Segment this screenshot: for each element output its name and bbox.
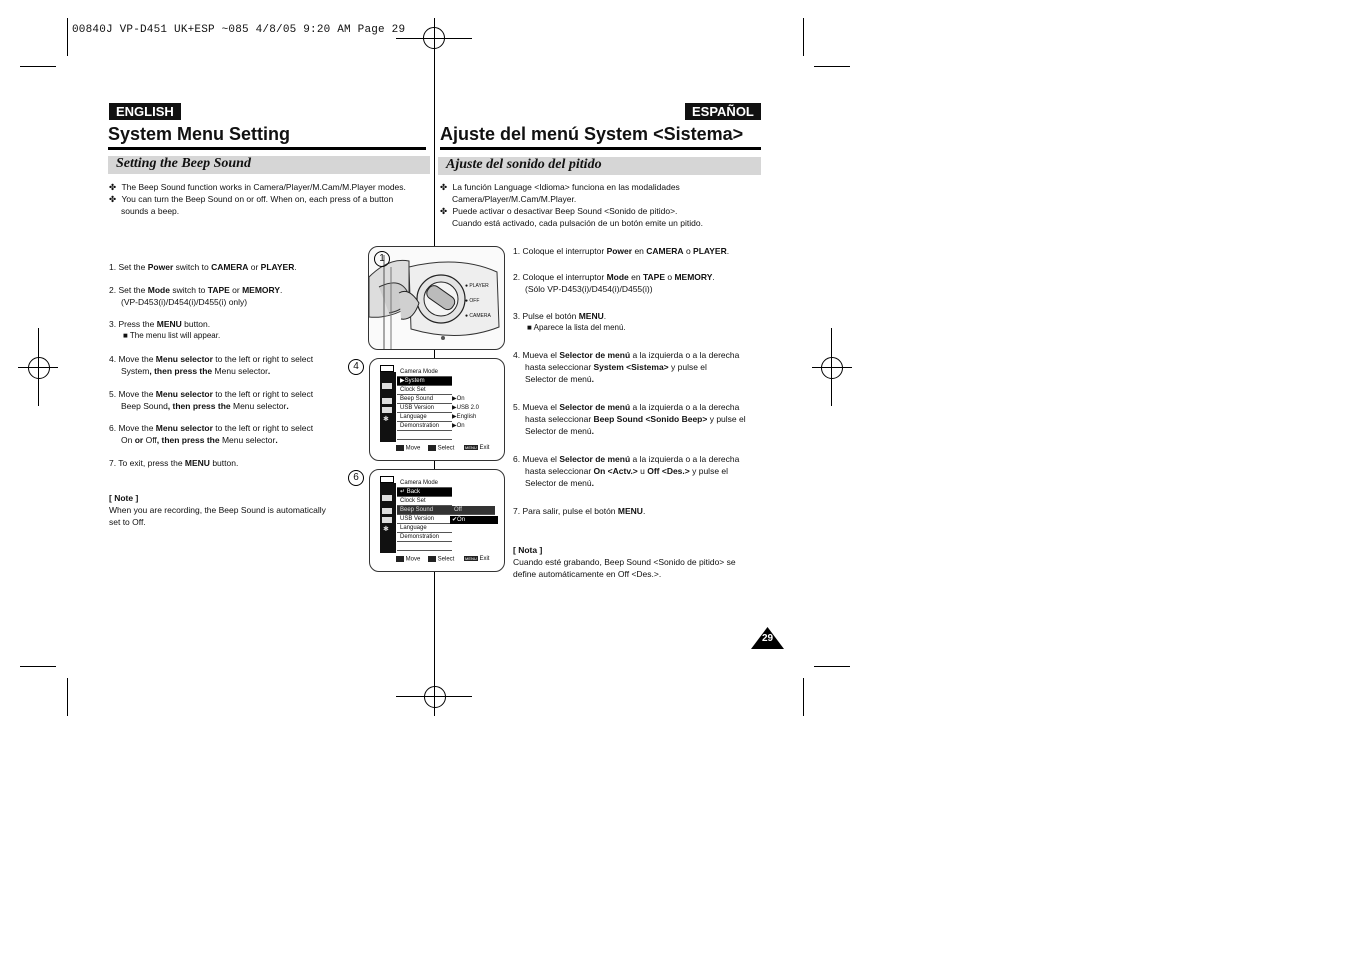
lcd-menu-system bbox=[369, 358, 505, 461]
menu-item-clock-set[interactable]: Clock Set bbox=[397, 386, 452, 395]
menu-item-usb-version[interactable]: USB Version bbox=[397, 515, 452, 524]
step-number-badge: 6 bbox=[348, 470, 364, 486]
step-item: 4. Mueva el Selector de menú a la izquierda o a la derecha hasta seleccionar System <Sistema> y pulse el Selector de menú. bbox=[513, 350, 740, 384]
value-beep-sound: ▶On bbox=[452, 396, 465, 402]
menu-item-usb-version[interactable]: USB Version bbox=[397, 404, 452, 413]
menu-item-back[interactable]: ↵ Back bbox=[397, 488, 452, 497]
title-rule bbox=[108, 147, 426, 150]
crop-mark bbox=[20, 66, 56, 67]
select-icon bbox=[428, 445, 436, 451]
crop-mark bbox=[67, 18, 68, 56]
value-demonstration: ▶On bbox=[452, 423, 465, 429]
footer-select: Select bbox=[428, 556, 454, 563]
footer-move: Move bbox=[396, 445, 420, 452]
footer-exit: MENU Exit bbox=[465, 556, 490, 562]
language-label-english: ENGLISH bbox=[109, 103, 181, 120]
subtitle-spanish: Ajuste del sonido del pitido bbox=[446, 157, 602, 172]
page-number: 29 bbox=[761, 633, 774, 644]
step-number-badge: 1 bbox=[374, 251, 390, 267]
memory-icon bbox=[382, 398, 392, 404]
crop-mark bbox=[803, 18, 804, 56]
select-icon bbox=[428, 556, 436, 562]
gear-icon: ✱ bbox=[383, 416, 389, 423]
intro-english: ✤ The Beep Sound function works in Camera/Player/M.Cam/M.Player modes. ✤ You can turn the Beep Sound on or off. When on, each press of a button sounds a beep. bbox=[109, 182, 406, 216]
step-item: 6. Move the Menu selector to the left or right to select On or Off, then press the Menu selector. bbox=[109, 423, 314, 445]
crop-mark bbox=[67, 678, 68, 716]
option-off[interactable]: Off bbox=[454, 507, 462, 513]
step-item: 3. Press the MENU button. ■ The menu list will appear. bbox=[109, 319, 221, 340]
crop-mark bbox=[814, 66, 850, 67]
page-number-badge bbox=[751, 627, 784, 649]
step-item: 7. To exit, press the MENU button. bbox=[109, 458, 239, 468]
crop-mark bbox=[814, 666, 850, 667]
menu-item-camera-mode[interactable]: Camera Mode bbox=[397, 368, 452, 377]
step-item: 5. Move the Menu selector to the left or right to select Beep Sound, then press the Menu selector. bbox=[109, 389, 314, 411]
menu-item-system[interactable]: ▶System bbox=[397, 377, 452, 386]
move-icon bbox=[396, 445, 404, 451]
subtitle-english: Setting the Beep Sound bbox=[116, 156, 251, 171]
intro-spanish: ✤ La función Language <Idioma> funciona en las modalidades Camera/Player/M.Cam/M.Player. ✤ Puede activar o desactivar Beep Sound <Sonido de pitido>. Cuando está activado, cada pulsación de un botón emite un pitido. bbox=[440, 182, 703, 228]
value-language: ▶English bbox=[452, 414, 477, 420]
footer-select: Select bbox=[428, 445, 454, 452]
menu-item-beep-sound[interactable]: Beep Sound Off bbox=[397, 506, 495, 515]
print-header: 00840J VP-D451 UK+ESP ~085 4/8/05 9:20 AM Page 29 bbox=[72, 24, 406, 36]
step-item: 3. Pulse el botón MENU. ■ Aparece la lista del menú. bbox=[513, 311, 626, 332]
menu-item-language[interactable]: Language bbox=[397, 524, 452, 533]
system-icon bbox=[382, 517, 392, 523]
subtitle-bar-spanish bbox=[438, 157, 761, 175]
system-icon bbox=[382, 407, 392, 413]
page-title-english: System Menu Setting bbox=[108, 124, 291, 144]
crop-mark bbox=[20, 666, 56, 667]
note-spanish: [ Nota ] Cuando esté grabando, Beep Sound <Sonido de pitido> se define automáticamente en Off <Des.>. bbox=[513, 545, 736, 579]
move-icon bbox=[396, 556, 404, 562]
step-item: 7. Para salir, pulse el botón MENU. bbox=[513, 506, 646, 516]
step-item: 5. Mueva el Selector de menú a la izquierda o a la derecha hasta seleccionar Beep Sound <Sonido Beep> y pulse el Selector de menú. bbox=[513, 402, 746, 436]
figure-power-dial bbox=[368, 246, 505, 350]
menu-item-camera-mode[interactable]: Camera Mode bbox=[397, 479, 452, 488]
note-english: [ Note ] When you are recording, the Beep Sound is automatically set to Off. bbox=[109, 493, 326, 527]
dial-label-off: OFF bbox=[469, 298, 480, 304]
step-item: 2. Set the Mode switch to TAPE or MEMORY. (VP-D453(i)/D454(i)/D455(i) only) bbox=[109, 285, 283, 307]
language-label-spanish: ESPAÑOL bbox=[685, 103, 761, 120]
step-number-badge: 4 bbox=[348, 359, 364, 375]
mode-icon bbox=[380, 476, 394, 483]
menu-item-blank bbox=[397, 431, 452, 440]
option-on[interactable]: ✔On bbox=[450, 516, 498, 524]
step-item: 4. Move the Menu selector to the left or right to select System, then press the Menu selector. bbox=[109, 354, 314, 376]
memory-icon bbox=[382, 508, 392, 514]
subtitle-bar-english bbox=[108, 156, 430, 174]
menu-item-clock-set[interactable]: Clock Set bbox=[397, 497, 452, 506]
menu-item-blank bbox=[397, 542, 452, 551]
camera-icon bbox=[382, 495, 392, 501]
step-item: 1. Coloque el interruptor Power en CAMERA o PLAYER. bbox=[513, 246, 730, 256]
menu-item-language[interactable]: Language bbox=[397, 413, 452, 422]
dial-label-camera: CAMERA bbox=[469, 313, 491, 319]
lcd-menu-beep-sound bbox=[369, 469, 505, 572]
footer-exit: MENU Exit bbox=[465, 445, 490, 451]
gear-icon: ✱ bbox=[383, 526, 389, 533]
menu-item-demonstration[interactable]: Demonstration bbox=[397, 533, 452, 542]
step-item: 2. Coloque el interruptor Mode en TAPE o MEMORY. (Sólo VP-D453(i)/D454(i)/D455(i)) bbox=[513, 272, 715, 294]
title-rule bbox=[440, 147, 761, 150]
camera-icon bbox=[382, 383, 392, 389]
value-usb-version: ▶USB 2.0 bbox=[452, 405, 479, 411]
step-item: 6. Mueva el Selector de menú a la izquierda o a la derecha hasta seleccionar On <Actv.> u Off <Des.> y pulse el Selector de menú. bbox=[513, 454, 740, 488]
step-item: 1. Set the Power switch to CAMERA or PLAYER. bbox=[109, 262, 297, 272]
crop-mark bbox=[803, 678, 804, 716]
dial-labels: ● PLAYER ● OFF ● CAMERA bbox=[465, 283, 491, 319]
menu-item-beep-sound[interactable]: Beep Sound bbox=[397, 395, 452, 404]
dial-label-player: PLAYER bbox=[469, 283, 489, 289]
menu-item-demonstration[interactable]: Demonstration bbox=[397, 422, 452, 431]
page-title-spanish: Ajuste del menú System <Sistema> bbox=[440, 124, 744, 144]
footer-move: Move bbox=[396, 556, 420, 563]
mode-icon bbox=[380, 365, 394, 372]
